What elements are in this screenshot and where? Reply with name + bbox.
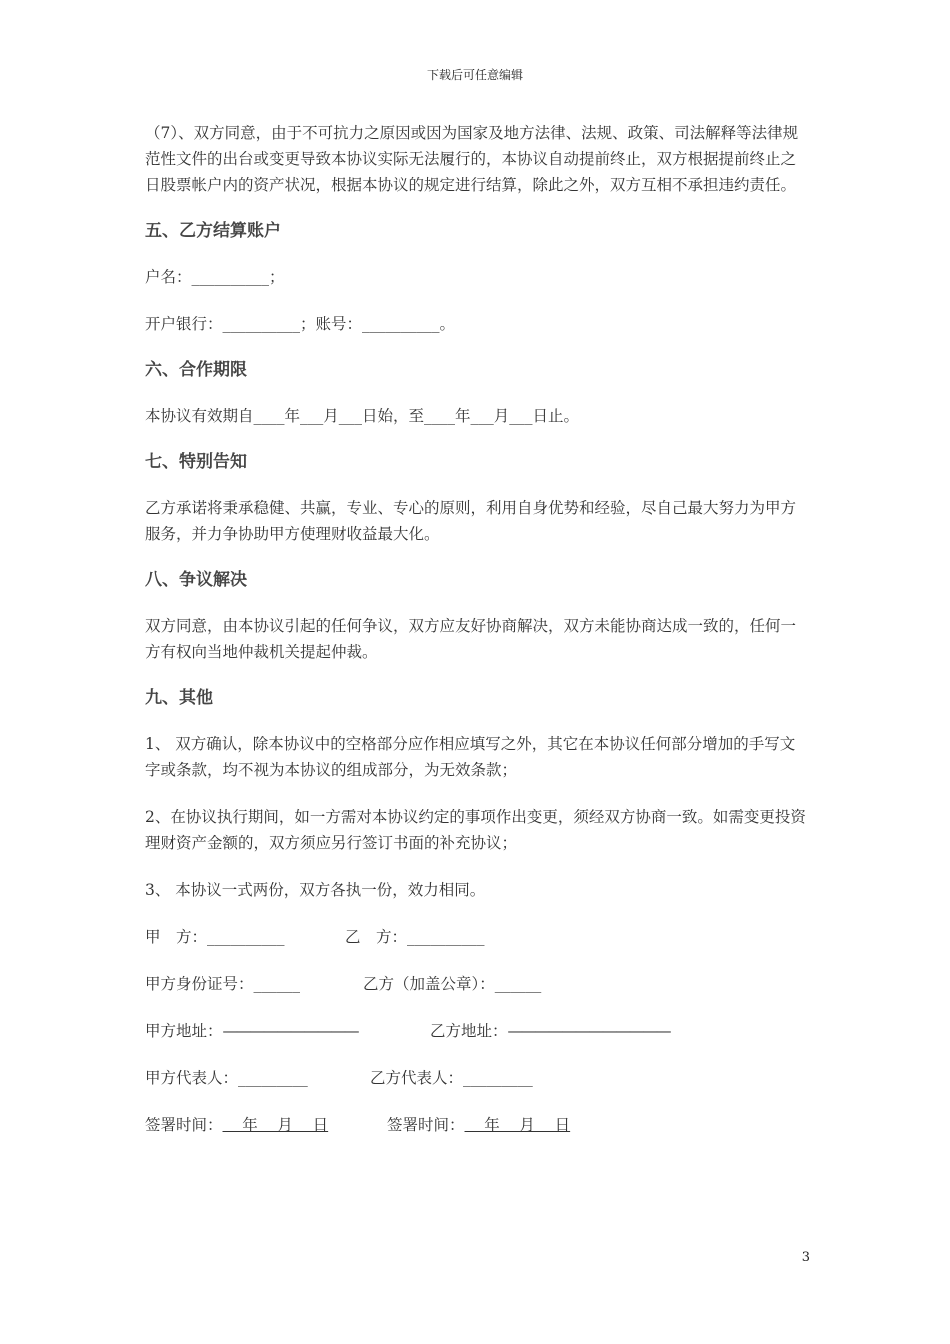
bank-account-line: 开户银行：__________；账号：__________。: [145, 315, 456, 333]
rep-a-blank[interactable]: _________: [238, 1069, 308, 1087]
id-number-blank[interactable]: ______: [253, 975, 301, 993]
document-body: [145, 120, 810, 1138]
page-header: 下载后可任意编辑: [426, 68, 523, 82]
clause-7: （7）、双方同意，由于不可抗力之原因或因为国家及地方法律、法规、政策、司法解释等法律规范性文件的出台或变更导致本协议实际无法履行的，本协议自动提前终止，双方根据提前终止之日股票帐户内的资产状况，根据本协议的规定进行结算，除此之外，双方互相不承担违约责任。: [145, 124, 799, 194]
section-6-title: 六、合作期限: [145, 360, 247, 380]
other-item-3: 3、 本协议一式两份，双方各执一份，效力相同。: [145, 881, 486, 899]
other-item-2: 2、在协议执行期间，如一方需对本协议约定的事项作出变更，须经双方协商一致。如需变更投资理财资产金额的，双方须应另行签订书面的补充协议；: [145, 808, 806, 852]
term-text: 本协议有效期自____年___月___日始，至____年___月___日止。: [145, 407, 580, 425]
section-5-title: 五、乙方结算账户: [145, 221, 281, 241]
address-a-line[interactable]: ——————————: [222, 1022, 358, 1040]
section-8-title: 八、争议解决: [145, 570, 247, 590]
address-b-line[interactable]: ————————————: [507, 1022, 670, 1040]
section-7-title: 七、特别告知: [145, 452, 247, 472]
bank-blank[interactable]: __________: [222, 315, 301, 333]
date-row: 签署时间： 年 月 日 签署时间： 年 月 日: [145, 1116, 571, 1134]
signature-parties-row: 甲 方：__________ 乙 方：__________: [145, 928, 485, 946]
date-a-blank[interactable]: 年 月 日: [222, 1116, 329, 1134]
representative-row: 甲方代表人：_________ 乙方代表人：_________: [145, 1069, 533, 1087]
address-row: 甲方地址：—————————— 乙方地址：————————————: [145, 1022, 670, 1040]
party-a-blank[interactable]: __________: [207, 928, 285, 946]
dispute-text: 双方同意，由本协议引起的任何争议，双方应友好协商解决，双方未能协商达成一致的，任何一方有权向当地仲裁机关提起仲裁。: [145, 617, 797, 661]
rep-b-blank[interactable]: _________: [463, 1069, 533, 1087]
id-seal-row: 甲方身份证号：______ 乙方（加盖公章）：______: [145, 975, 542, 993]
date-b-blank[interactable]: 年 月 日: [464, 1116, 571, 1134]
notice-text: 乙方承诺将秉承稳健、共赢，专业、专心的原则，利用自身优势和经验，尽自己最大努力为甲方服务，并力争协助甲方使理财收益最大化。: [145, 499, 797, 543]
party-b-blank[interactable]: __________: [407, 928, 485, 946]
section-9-title: 九、其他: [145, 688, 213, 708]
other-item-1: 1、 双方确认，除本协议中的空格部分应作相应填写之外，其它在本协议任何部分增加的手写文字或条款，均不视为本协议的组成部分，为无效条款；: [145, 735, 796, 779]
page-number: 3: [801, 1250, 810, 1265]
account-name-blank[interactable]: __________: [191, 268, 270, 286]
account-number-blank[interactable]: __________: [362, 315, 440, 333]
seal-blank[interactable]: ______: [494, 975, 542, 993]
account-name-line: 户名：__________；: [145, 268, 285, 286]
